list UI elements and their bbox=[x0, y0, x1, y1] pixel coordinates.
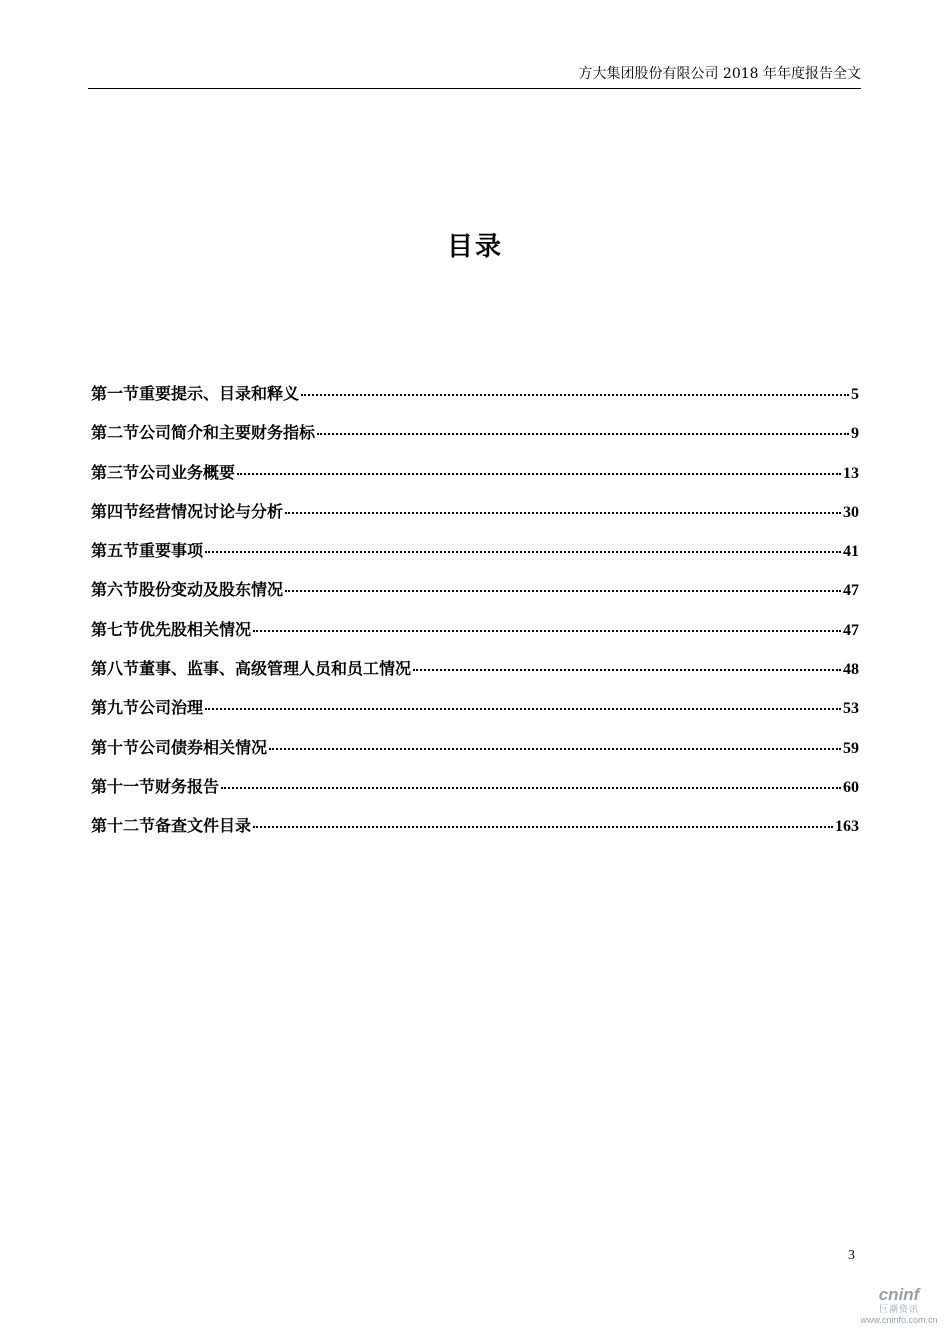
page-title: 目录 bbox=[446, 232, 503, 262]
page-number: 3 bbox=[848, 1248, 855, 1263]
toc-entry[interactable] bbox=[91, 577, 859, 616]
toc-entry-label: 第八节董事、监事、高级管理人员和员工情况 bbox=[91, 659, 412, 679]
toc-entry-page: 48 bbox=[843, 661, 859, 679]
toc-entry-label: 第三节公司业务概要 bbox=[91, 462, 236, 482]
toc-leader bbox=[205, 551, 841, 553]
toc-entry-label: 第一节重要提示、目录和释义 bbox=[91, 384, 300, 403]
toc-entry[interactable] bbox=[91, 381, 859, 420]
toc-entry[interactable] bbox=[91, 656, 859, 695]
toc-entry-page: 59 bbox=[843, 739, 859, 757]
toc-entry-label: 第四节经营情况讨论与分析 bbox=[91, 501, 284, 521]
document-header: 方大集团股份有限公司 2018 年年度报告全文 bbox=[578, 66, 861, 82]
toc-leader bbox=[285, 512, 841, 514]
toc-entry-label: 第七节优先股相关情况 bbox=[91, 619, 252, 639]
toc-leader bbox=[253, 630, 841, 632]
toc-entry[interactable] bbox=[91, 774, 859, 813]
toc-entry[interactable] bbox=[91, 420, 859, 459]
toc-entry[interactable] bbox=[91, 695, 859, 734]
toc-entry-page: 13 bbox=[843, 464, 859, 482]
toc-entry[interactable] bbox=[91, 813, 859, 852]
cninfo-watermark bbox=[855, 1286, 943, 1334]
table-of-contents bbox=[91, 381, 859, 853]
toc-entry-label: 第六节股份变动及股东情况 bbox=[91, 580, 284, 600]
watermark-subtitle: 巨潮资讯 bbox=[878, 1304, 919, 1314]
watermark-url: www.cninfo.com.cn bbox=[860, 1315, 938, 1325]
toc-entry[interactable] bbox=[91, 617, 859, 656]
toc-entry[interactable] bbox=[91, 538, 859, 577]
toc-leader bbox=[413, 669, 841, 671]
toc-leader bbox=[317, 433, 849, 435]
toc-leader bbox=[205, 708, 841, 710]
toc-entry-label: 第九节公司治理 bbox=[91, 698, 204, 718]
toc-entry-page: 47 bbox=[843, 621, 859, 639]
toc-entry[interactable] bbox=[91, 735, 859, 774]
toc-entry-page: 53 bbox=[843, 700, 859, 718]
toc-leader bbox=[221, 787, 841, 789]
toc-entry-page: 9 bbox=[851, 425, 859, 443]
toc-entry[interactable] bbox=[91, 460, 859, 499]
watermark-logo: cninf bbox=[878, 1285, 920, 1304]
header-rule bbox=[88, 88, 861, 89]
toc-leader bbox=[253, 826, 833, 828]
toc-entry-label: 第二节公司简介和主要财务指标 bbox=[91, 423, 316, 443]
toc-entry-label: 第十一节财务报告 bbox=[91, 776, 220, 796]
toc-entry-page: 163 bbox=[835, 818, 859, 836]
toc-entry-page: 47 bbox=[843, 582, 859, 600]
toc-leader bbox=[301, 394, 849, 396]
toc-entry-page: 5 bbox=[851, 386, 859, 403]
toc-entry-label: 第十节公司债券相关情况 bbox=[91, 737, 268, 757]
toc-entry-label: 第十二节备查文件目录 bbox=[91, 816, 252, 836]
toc-entry-page: 60 bbox=[843, 778, 859, 796]
toc-leader bbox=[237, 473, 841, 475]
toc-entry[interactable] bbox=[91, 499, 859, 538]
toc-entry-label: 第五节重要事项 bbox=[91, 541, 204, 561]
toc-leader bbox=[269, 748, 841, 750]
toc-entry-page: 30 bbox=[843, 503, 859, 521]
toc-entry-page: 41 bbox=[843, 543, 859, 561]
toc-leader bbox=[285, 590, 841, 592]
